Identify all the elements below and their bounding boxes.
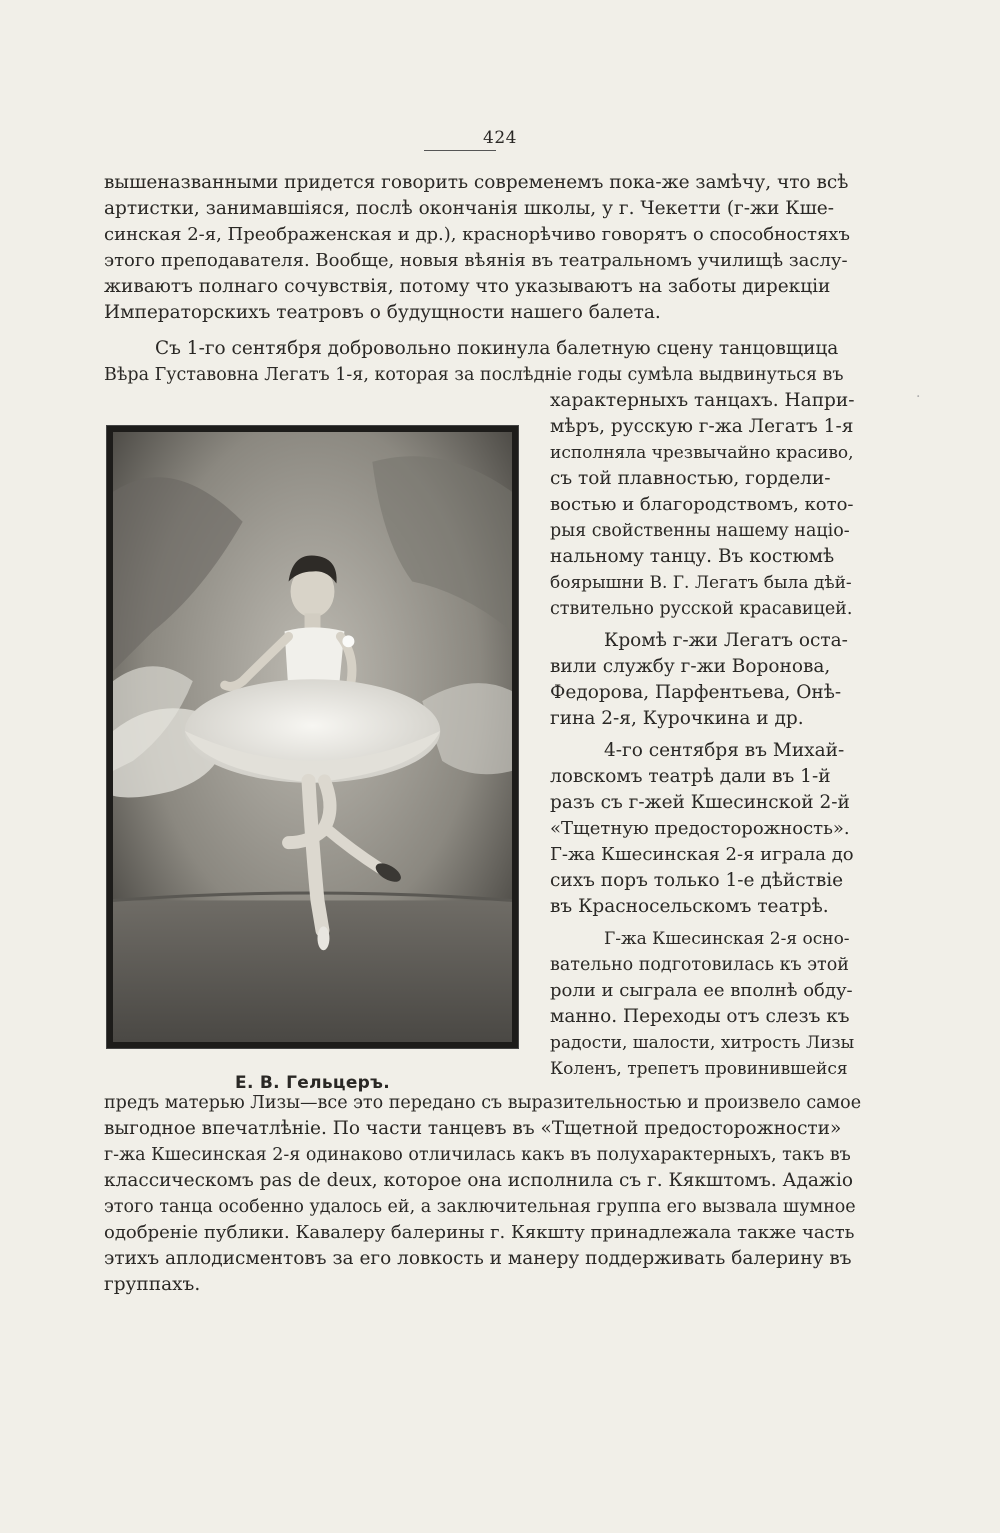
- column-line: Г-жа Кшесинская 2-я осно-: [604, 929, 850, 949]
- para2-line: Съ 1-го сентября добровольно покинула балетную сцену танцовщица: [155, 338, 839, 359]
- intro-line: живаютъ полнаго сочувствія, потому что указываютъ на заботы дирекціи: [104, 276, 831, 297]
- bottom-line: этого танца особенно удалось ей, а заключительная группа его вызвала шумное: [104, 1197, 856, 1217]
- column-line: исполняла чрезвычайно красиво,: [550, 443, 854, 463]
- column-line: вательно подготовилась къ этой: [550, 955, 849, 975]
- paper-speck: ·: [916, 389, 921, 405]
- intro-line: Императорскихъ театровъ о будущности нашего балета.: [104, 302, 661, 323]
- column-line: нальному танцу. Въ костюмѣ: [550, 546, 835, 567]
- column-line: Федорова, Парфентьева, Онѣ-: [550, 682, 842, 703]
- ballerina-photo: [106, 425, 519, 1049]
- page-number: 424: [483, 128, 517, 148]
- column-line: роли и сыграла ее вполнѣ обду-: [550, 980, 853, 1001]
- column-line: съ той плавностью, гордели-: [550, 468, 831, 489]
- bottom-line: этихъ аплодисментовъ за его ловкость и манеру поддерживать балерину въ: [104, 1248, 852, 1269]
- column-line: мѣръ, русскую г-жа Легатъ 1-я: [550, 416, 854, 437]
- column-line: разъ съ г-жей Кшесинской 2-й: [550, 792, 850, 813]
- intro-line: вышеназванными придется говорить современемъ пока-же замѣчу, что всѣ: [104, 172, 849, 193]
- bottom-line: г-жа Кшесинская 2-я одинаково отличилась какъ въ полухарактерныхъ, такъ въ: [104, 1145, 851, 1165]
- bottom-line: классическомъ pas de deux, которое она исполнила съ г. Кякштомъ. Адажіо: [104, 1170, 854, 1191]
- column-line: Коленъ, трепетъ провинившейся: [550, 1059, 848, 1079]
- column-line: ловскомъ театрѣ дали въ 1-й: [550, 766, 831, 787]
- column-line: Кромѣ г-жи Легатъ оста-: [604, 630, 848, 651]
- column-line: характерныхъ танцахъ. Напри-: [550, 390, 855, 411]
- photo-caption: Е. В. Гельцеръ.: [235, 1073, 390, 1093]
- column-line: «Тщетную предосторожность».: [550, 818, 850, 839]
- intro-line: этого преподавателя. Вообще, новыя вѣянія въ театральномъ училищѣ заслу-: [104, 250, 848, 271]
- column-line: въ Красносельскомъ театрѣ.: [550, 896, 829, 917]
- intro-line: артистки, занимавшіяся, послѣ окончанія школы, у г. Чекетти (г-жи Кше-: [104, 198, 834, 219]
- ballerina-illustration: [113, 432, 512, 1042]
- bottom-line: выгодное впечатлѣніе. По части танцевъ въ «Тщетной предосторожности»: [104, 1118, 842, 1139]
- column-line: вили службу г-жи Воронова,: [550, 656, 831, 677]
- page-number-rule: [424, 150, 496, 151]
- column-line: радости, шалости, хитрость Лизы: [550, 1033, 855, 1053]
- column-line: боярышни В. Г. Легатъ была дѣй-: [550, 573, 852, 593]
- bottom-line: одобреніе публики. Кавалеру балерины г. Кякшту принадлежала также часть: [104, 1222, 855, 1243]
- para2-line: Вѣра Густавовна Легатъ 1-я, которая за послѣдніе годы сумѣла выдвинуться въ: [104, 365, 844, 385]
- column-line: востью и благородствомъ, кото-: [550, 494, 854, 515]
- column-line: рыя свойственны нашему націо-: [550, 521, 850, 541]
- intro-line: синская 2-я, Преображенская и др.), краснорѣчиво говорятъ о способностяхъ: [104, 224, 850, 245]
- column-line: манно. Переходы отъ слезъ къ: [550, 1006, 850, 1027]
- bottom-line: группахъ.: [104, 1274, 201, 1295]
- column-line: 4-го сентября въ Михай-: [604, 740, 845, 761]
- bottom-line: предъ матерью Лизы—все это передано съ выразительностью и произвело самое: [104, 1093, 862, 1113]
- column-line: гина 2-я, Курочкина и др.: [550, 708, 804, 729]
- column-line: сихъ поръ только 1-е дѣйствіе: [550, 870, 844, 891]
- column-line: ствительно русской красавицей.: [550, 599, 853, 619]
- column-line: Г-жа Кшесинская 2-я играла до: [550, 844, 854, 865]
